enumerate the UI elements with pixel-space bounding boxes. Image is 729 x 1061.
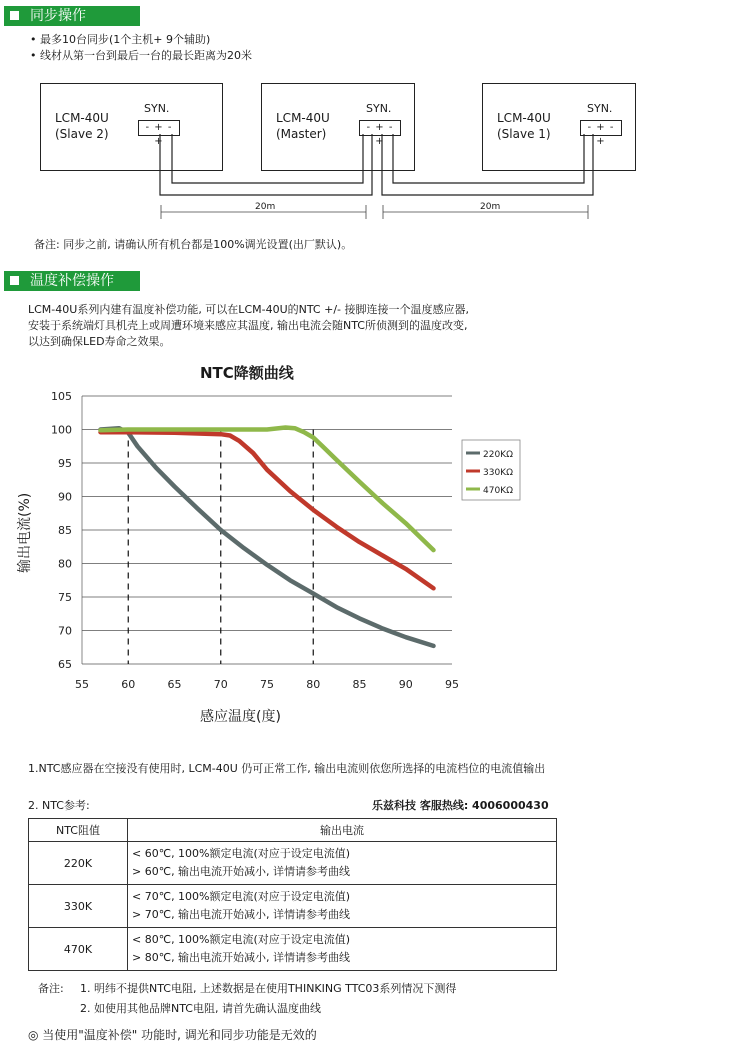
table-header: 输出电流 (128, 819, 557, 842)
x-tick-label: 95 (445, 678, 459, 691)
ntc-desc: < 80℃, 100%额定电流(对应于设定电流值) > 80℃, 输出电流开始减小, 详情请参考曲线 (128, 928, 557, 971)
series-line (101, 428, 434, 646)
x-tick-label: 85 (352, 678, 367, 691)
chart-xlabel: 感应温度(度) (200, 709, 281, 725)
ntc-value: 470K (29, 928, 128, 971)
table-header: NTC阻值 (29, 819, 128, 842)
y-tick-label: 75 (58, 591, 72, 604)
syn-label: SYN. (366, 102, 392, 115)
syn-label: SYN. (144, 102, 170, 115)
syn-label: SYN. (587, 102, 613, 115)
distance-label: 20m (255, 202, 276, 212)
distance-label: 20m (480, 202, 501, 212)
x-tick-label: 70 (213, 678, 228, 691)
x-tick-label: 75 (260, 678, 274, 691)
sync-note: 备注: 同步之前, 请确认所有机台都是100%调光设置(出厂默认)。 (34, 238, 353, 251)
unit-label: LCM-40U (Slave 2) (55, 111, 109, 141)
unit-label: LCM-40U (Slave 1) (497, 111, 551, 141)
bullet-item: • 最多10台同步(1个主机+ 9个辅助) (30, 33, 211, 46)
temp-description: LCM-40U系列内建有温度补偿功能, 可以在LCM-40U的NTC +/- 接脚连接一个温度感应器, 安装于系统端灯具机壳上或周遭环境来感应其温度, 输出电流会随NTC所侦测到的温度改变, 以达到确保LED寿命之效果。 (28, 303, 469, 348)
unit-label: LCM-40U (Master) (276, 111, 330, 141)
chart-ylabel: 输出电流(%) (17, 492, 33, 573)
x-tick-label: 80 (306, 678, 321, 691)
syn-terminal: - + - + (138, 120, 180, 136)
ntc-value: 330K (29, 885, 128, 928)
section-title: 温度补偿操作 (30, 273, 114, 289)
legend-label: 470KΩ (483, 486, 513, 496)
ntc-table (28, 818, 557, 971)
legend-label: 330KΩ (483, 468, 513, 478)
x-tick-label: 55 (75, 678, 89, 691)
sync-wiring (0, 0, 729, 230)
footer-note: ◎ 当使用"温度补偿" 功能时, 调光和同步功能是无效的 (28, 1028, 317, 1042)
y-tick-label: 85 (58, 524, 72, 537)
ntc-ref-label: 2. NTC参考: (28, 799, 90, 812)
remarks-label: 备注: (38, 982, 64, 995)
remark-1: 1. 明纬不提供NTC电阻, 上述数据是在使用THINKING TTC03系列情况下测得 (80, 982, 457, 995)
x-tick-label: 65 (167, 678, 182, 691)
bullet-item: • 线材从第一台到最后一台的最长距离为20米 (30, 49, 252, 62)
ntc-derating-chart (0, 380, 729, 730)
ntc-note-1: 1.NTC感应器在空接没有使用时, LCM-40U 仍可正常工作, 输出电流则依您所选择的电流档位的电流值输出 (28, 762, 546, 775)
series-line (101, 428, 434, 551)
x-tick-label: 60 (121, 678, 136, 691)
syn-terminal: - + - + (580, 120, 622, 136)
y-tick-label: 95 (58, 457, 72, 470)
y-tick-label: 65 (58, 658, 72, 671)
chart-title: NTC降额曲线 (200, 364, 294, 382)
syn-terminal: - + - + (359, 120, 401, 136)
table-row (29, 842, 557, 885)
ntc-desc: < 60℃, 100%额定电流(对应于设定电流值) > 60℃, 输出电流开始减小, 详情请参考曲线 (128, 842, 557, 885)
table-row (29, 928, 557, 971)
hotline: 乐兹科技 客服热线: 4006000430 (372, 799, 549, 812)
section-title: 同步操作 (30, 8, 86, 24)
y-tick-label: 100 (51, 423, 72, 437)
y-tick-label: 90 (58, 490, 72, 504)
y-tick-label: 105 (51, 390, 72, 403)
remark-2: 2. 如使用其他品牌NTC电阻, 请首先确认温度曲线 (80, 1002, 321, 1015)
legend-label: 220KΩ (483, 450, 513, 460)
table-header-row (29, 819, 557, 842)
square-icon (10, 276, 19, 285)
x-tick-label: 90 (398, 678, 413, 691)
y-tick-label: 70 (58, 624, 72, 638)
y-tick-label: 80 (58, 557, 72, 571)
table-row (29, 885, 557, 928)
ntc-desc: < 70℃, 100%额定电流(对应于设定电流值) > 70℃, 输出电流开始减小, 详情请参考曲线 (128, 885, 557, 928)
ntc-value: 220K (29, 842, 128, 885)
section-header-temp (4, 271, 140, 291)
